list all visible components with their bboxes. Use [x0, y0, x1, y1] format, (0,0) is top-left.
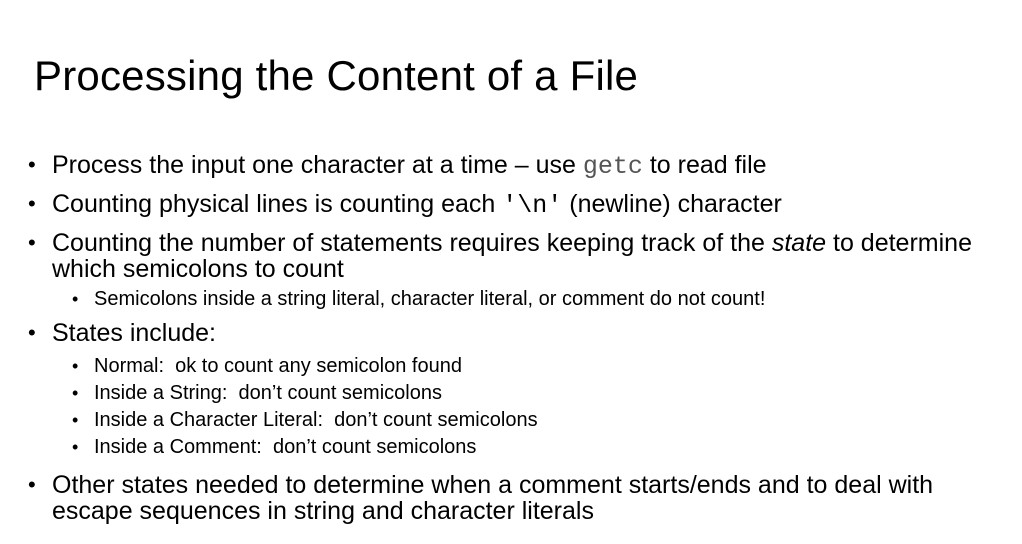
code-getc: getc	[582, 152, 643, 181]
subbullet-dot: •	[72, 356, 79, 376]
subbullet-text: Inside a Comment: don’t count semicolons	[94, 436, 477, 458]
bullet-dot: •	[28, 472, 36, 497]
bullet-text: to determine which semicolons to count	[52, 229, 972, 283]
subbullet-text: Inside a String: don’t count semicolons	[94, 382, 442, 404]
code-newline: '\n'	[502, 191, 563, 220]
bullet-dot: •	[28, 191, 36, 216]
bullet-dot: •	[28, 230, 36, 255]
subbullet-dot: •	[72, 383, 79, 403]
subbullet-dot: •	[72, 289, 79, 309]
subbullet-text: Semicolons inside a string literal, character literal, or comment do not count!	[94, 288, 766, 310]
bullet-text: Other states needed to determine when a comment starts/ends and to deal with escape sequences in string and character literals	[52, 471, 934, 525]
subbullet-text: Inside a Character Literal: don’t count semicolons	[94, 409, 538, 431]
subbullet-text: Normal: ok to count any semicolon found	[94, 355, 462, 377]
slide-title: Processing the Content of a File	[34, 52, 639, 99]
bullet-text: Process the input one character at a time – use	[52, 151, 583, 179]
emphasis-state: state	[771, 229, 827, 257]
bullet-dot: •	[28, 152, 36, 177]
subbullet-dot: •	[72, 410, 79, 430]
bullet-text: Counting the number of statements requires keeping track of the	[52, 229, 772, 257]
bullet-text: to read file	[642, 151, 767, 179]
bullet-dot: •	[28, 320, 36, 345]
bullet-text: Counting physical lines is counting each	[52, 190, 503, 218]
bullet-text: States include:	[52, 319, 216, 347]
subbullet-dot: •	[72, 437, 79, 457]
bullet-text: (newline) character	[562, 190, 782, 218]
